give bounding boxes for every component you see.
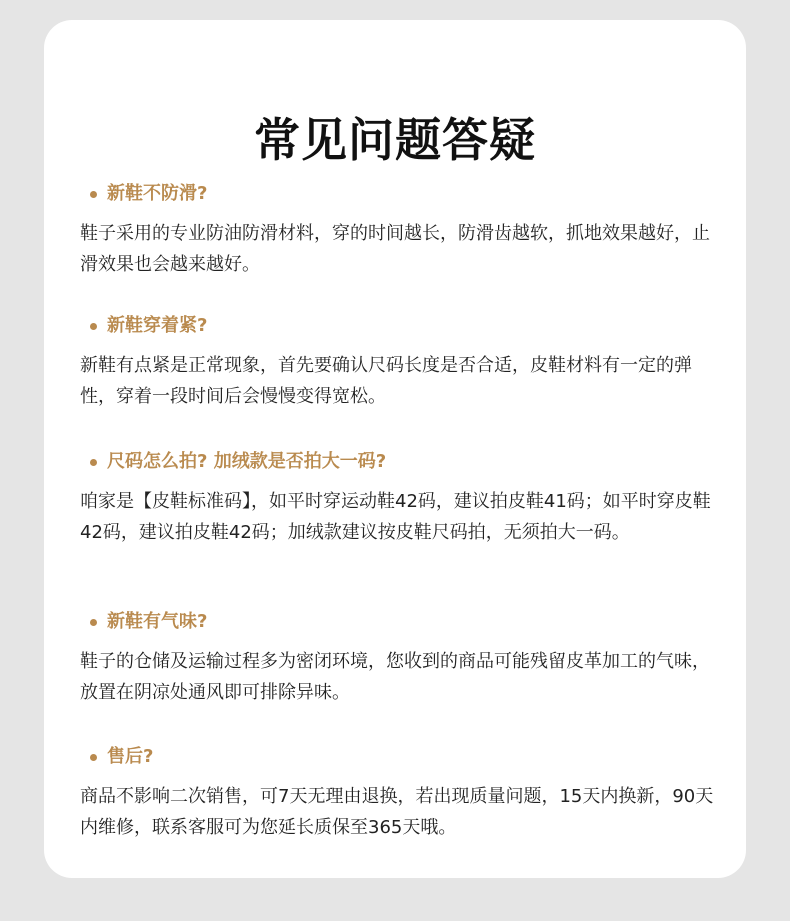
faq-question-row (80, 312, 720, 340)
faq-question-row (80, 608, 720, 636)
faq-item (80, 448, 720, 548)
page-title: 常见问题答疑 (254, 113, 536, 167)
faq-card (44, 20, 746, 878)
faq-question-row (80, 180, 720, 208)
faq-question: 新鞋不防滑? (107, 183, 208, 204)
faq-item (80, 743, 720, 843)
faq-item (80, 608, 720, 708)
faq-item (80, 180, 720, 280)
faq-question: 新鞋有气味? (107, 611, 208, 632)
faq-question-row (80, 743, 720, 771)
bullet-dot-icon (90, 619, 97, 626)
faq-answer: 鞋子采用的专业防油防滑材料，穿的时间越长，防滑齿越软，抓地效果越好，止滑效果也会越来越好。 (80, 223, 710, 275)
faq-item (80, 312, 720, 412)
faq-question: 尺码怎么拍? 加绒款是否拍大一码? (107, 451, 387, 472)
faq-question: 售后? (107, 746, 154, 767)
faq-answer: 咱家是【皮鞋标准码】，如平时穿运动鞋42码，建议拍皮鞋41码；如平时穿皮鞋42码，建议拍皮鞋42码；加绒款建议按皮鞋尺码拍，无须拍大一码。 (80, 491, 711, 543)
bullet-dot-icon (90, 323, 97, 330)
bullet-dot-icon (90, 754, 97, 761)
faq-answer: 商品不影响二次销售，可7天无理由退换，若出现质量问题，15天内换新，90天内维修，联系客服可为您延长质保至365天哦。 (80, 786, 714, 838)
faq-answer: 鞋子的仓储及运输过程多为密闭环境，您收到的商品可能残留皮革加工的气味，放置在阴凉处通风即可排除异味。 (80, 651, 710, 703)
bullet-dot-icon (90, 459, 97, 466)
bullet-dot-icon (90, 191, 97, 198)
faq-question: 新鞋穿着紧? (107, 315, 208, 336)
faq-question-row (80, 448, 720, 476)
faq-answer: 新鞋有点紧是正常现象，首先要确认尺码长度是否合适，皮鞋材料有一定的弹性，穿着一段时间后会慢慢变得宽松。 (80, 355, 692, 407)
